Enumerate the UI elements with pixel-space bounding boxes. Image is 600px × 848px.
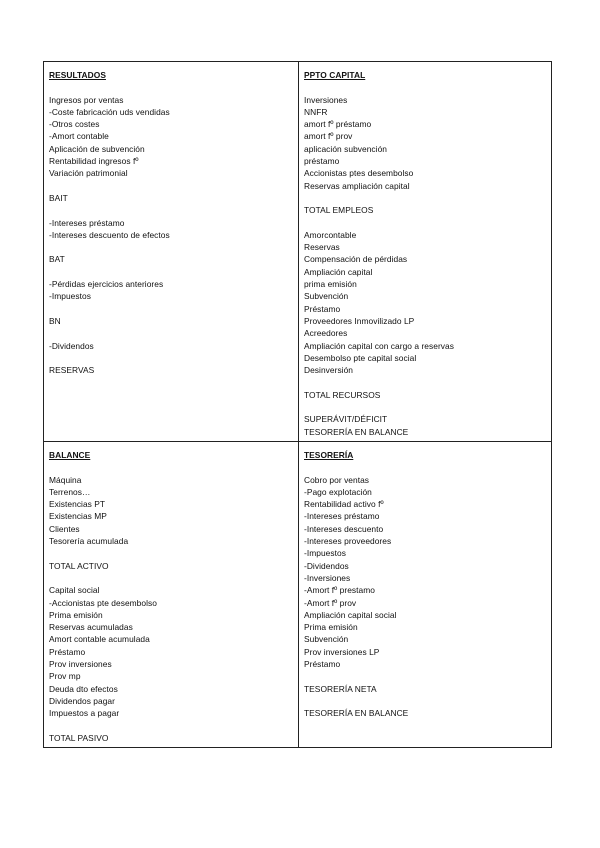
line-item: NNFR xyxy=(304,106,328,117)
line-item: TOTAL PASIVO xyxy=(49,732,109,743)
line-item: -Accionistas pte desembolso xyxy=(49,597,157,608)
line-item: Ampliación capital xyxy=(304,266,373,277)
blank-line xyxy=(304,401,454,413)
line-item: BAIT xyxy=(49,192,68,203)
line-item: Amorcontable xyxy=(304,229,357,240)
line-item: Ingresos por ventas xyxy=(49,94,124,105)
line-item: Capital social xyxy=(49,585,100,596)
line-item: amort fº préstamo xyxy=(304,119,372,130)
line-item: Desinversión xyxy=(304,365,354,376)
line-item: Compensación de pérdidas xyxy=(304,254,408,265)
line-item: -Amort fº prov xyxy=(304,597,357,608)
line-item: Préstamo xyxy=(304,303,341,314)
line-item: -Dividendos xyxy=(304,560,349,571)
line-item: Proveedores Inmovilizado LP xyxy=(304,315,415,326)
blank-line xyxy=(49,327,170,339)
line-item: RESERVAS xyxy=(49,365,95,376)
tesoreria-lines xyxy=(304,461,408,719)
line-item: -Amort fº prestamo xyxy=(304,585,375,596)
line-item: -Intereses proveedores xyxy=(304,536,392,547)
line-item: Reservas xyxy=(304,242,340,253)
line-item: Ampliación capital con cargo a reservas xyxy=(304,340,454,351)
resultados-heading: RESULTADOS xyxy=(49,70,106,80)
line-item: préstamo xyxy=(304,156,340,167)
line-item: Reservas ampliación capital xyxy=(304,180,410,191)
line-item: BAT xyxy=(49,254,65,265)
blank-line xyxy=(49,303,170,315)
blank-line xyxy=(304,461,408,473)
table-vertical-divider xyxy=(298,61,299,748)
blank-line xyxy=(49,572,157,584)
line-item: -Amort contable xyxy=(49,131,109,142)
line-item: Prima emisión xyxy=(304,622,358,633)
blank-line xyxy=(49,241,170,253)
line-item: amort fº prov xyxy=(304,131,353,142)
line-item: -Intereses préstamo xyxy=(304,511,380,522)
line-item: aplicación subvención xyxy=(304,143,387,154)
balance-section xyxy=(49,449,157,744)
line-item: prima emisión xyxy=(304,279,357,290)
blank-line xyxy=(304,192,454,204)
line-item: Variación patrimonial xyxy=(49,168,128,179)
resultados-section xyxy=(49,69,170,376)
blank-line xyxy=(49,266,170,278)
line-item: Existencias PT xyxy=(49,499,106,510)
tesoreria-section xyxy=(304,449,408,720)
line-item: TOTAL EMPLEOS xyxy=(304,205,374,216)
line-item: -Impuestos xyxy=(49,291,91,302)
blank-line xyxy=(304,81,454,93)
tesoreria-heading: TESORERÍA xyxy=(304,450,354,460)
line-item: Subvención xyxy=(304,634,349,645)
line-item: TESORERÍA NETA xyxy=(304,683,377,694)
line-item: TESORERÍA EN BALANCE xyxy=(304,708,409,719)
line-item: -Impuestos xyxy=(304,548,346,559)
line-item: Ampliación capital social xyxy=(304,609,397,620)
line-item: TESORERÍA EN BALANCE xyxy=(304,426,409,437)
line-item: Cobro por ventas xyxy=(304,474,370,485)
resultados-lines xyxy=(49,81,170,376)
line-item: Acreedores xyxy=(304,328,348,339)
line-item: Prov inversiones xyxy=(49,659,112,670)
line-item: Tesorería acumulada xyxy=(49,536,129,547)
ppto-capital-heading: PPTO CAPITAL xyxy=(304,70,366,80)
line-item: TOTAL ACTIVO xyxy=(49,560,109,571)
line-item: Rentabilidad activo fº xyxy=(304,499,384,510)
blank-line xyxy=(49,352,170,364)
table-horizontal-divider xyxy=(43,441,552,442)
line-item: Dividendos pagar xyxy=(49,695,115,706)
line-item: Reservas acumuladas xyxy=(49,622,133,633)
blank-line xyxy=(49,547,157,559)
blank-line xyxy=(304,695,408,707)
line-item: TOTAL RECURSOS xyxy=(304,389,381,400)
line-item: Terrenos… xyxy=(49,486,91,497)
line-item: Clientes xyxy=(49,523,80,534)
line-item: Prov inversiones LP xyxy=(304,646,380,657)
line-item: -Inversiones xyxy=(304,572,351,583)
line-item: -Pago explotación xyxy=(304,486,372,497)
line-item: -Pérdidas ejercicios anteriores xyxy=(49,279,164,290)
line-item: Máquina xyxy=(49,474,82,485)
line-item: -Intereses descuento de efectos xyxy=(49,229,170,240)
line-item: BN xyxy=(49,315,61,326)
line-item: SUPERÁVIT/DÉFICIT xyxy=(304,414,388,425)
line-item: Subvención xyxy=(304,291,349,302)
balance-lines xyxy=(49,461,157,744)
blank-line xyxy=(49,204,170,216)
blank-line xyxy=(49,81,170,93)
line-item: Existencias MP xyxy=(49,511,107,522)
blank-line xyxy=(304,670,408,682)
line-item: -Dividendos xyxy=(49,340,94,351)
line-item: Accionistas ptes desembolso xyxy=(304,168,414,179)
line-item: Prov mp xyxy=(49,671,81,682)
line-item: Prima emisión xyxy=(49,609,103,620)
line-item: -Otros costes xyxy=(49,119,100,130)
line-item: Inversiones xyxy=(304,94,348,105)
ppto-capital-lines xyxy=(304,81,454,438)
blank-line xyxy=(49,461,157,473)
line-item: Préstamo xyxy=(304,659,341,670)
blank-line xyxy=(49,720,157,732)
line-item: Deuda dto efectos xyxy=(49,683,118,694)
line-item: Aplicación de subvención xyxy=(49,143,145,154)
line-item: Rentabilidad ingresos fº xyxy=(49,156,139,167)
line-item: -Intereses préstamo xyxy=(49,217,125,228)
blank-line xyxy=(304,217,454,229)
balance-heading: BALANCE xyxy=(49,450,91,460)
line-item: Préstamo xyxy=(49,646,86,657)
line-item: Impuestos a pagar xyxy=(49,708,120,719)
ppto-capital-section xyxy=(304,69,454,438)
line-item: Amort contable acumulada xyxy=(49,634,150,645)
blank-line xyxy=(49,180,170,192)
line-item: -Intereses descuento xyxy=(304,523,384,534)
line-item: Desembolso pte capital social xyxy=(304,352,417,363)
line-item: -Coste fabricación uds vendidas xyxy=(49,106,170,117)
blank-line xyxy=(304,376,454,388)
